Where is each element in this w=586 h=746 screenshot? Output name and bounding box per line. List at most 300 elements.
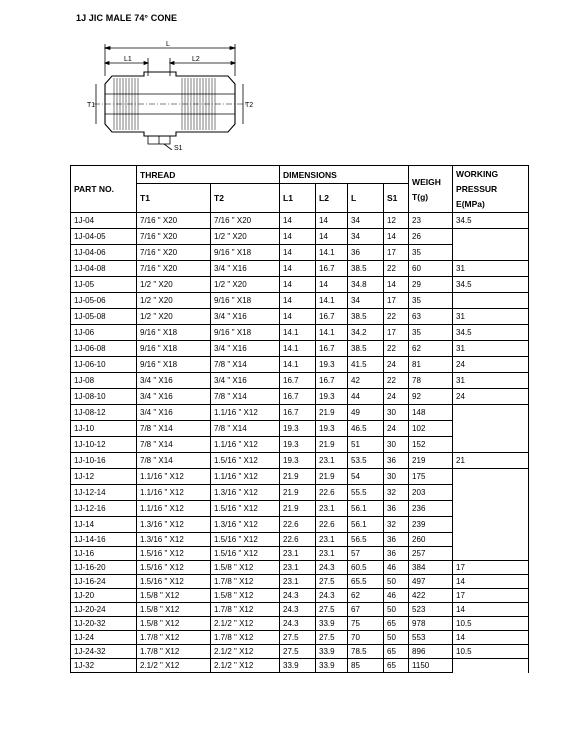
dim-label-t1: T1 (87, 102, 96, 109)
cell-part-no: 1J-04-05 (71, 229, 137, 245)
cell-dim-s1: 22 (384, 309, 409, 325)
cell-thread-t2: 1.1/16 " X12 (211, 469, 280, 485)
cell-weight: 553 (409, 631, 453, 645)
table-row (71, 341, 529, 357)
cell-dim-s1: 36 (384, 453, 409, 469)
cell-dim-s1: 50 (384, 575, 409, 589)
cell-thread-t1: 1.5/8 " X12 (137, 603, 211, 617)
table-row (71, 261, 529, 277)
cell-dim-l: 38.5 (348, 341, 384, 357)
cell-thread-t2: 1.5/16 " X12 (211, 501, 280, 517)
cell-dim-l2: 23.1 (316, 547, 348, 561)
cell-weight: 23 (409, 213, 453, 229)
cell-dim-l2: 24.3 (316, 589, 348, 603)
cell-dim-l: 38.5 (348, 261, 384, 277)
cell-dim-s1: 65 (384, 617, 409, 631)
cell-dim-l1: 21.9 (280, 501, 316, 517)
cell-part-no: 1J-16 (71, 547, 137, 561)
header-t2: T2 (211, 184, 280, 213)
cell-weight: 62 (409, 341, 453, 357)
cell-dim-l1: 23.1 (280, 547, 316, 561)
cell-thread-t1: 1.5/8 " X12 (137, 589, 211, 603)
cell-dim-l: 34.2 (348, 325, 384, 341)
cell-weight: 152 (409, 437, 453, 453)
table-row (71, 631, 529, 645)
cell-part-no: 1J-20-24 (71, 603, 137, 617)
header-weight-line1: WEIGH (412, 177, 441, 187)
cell-working-pressure: 24 (453, 357, 529, 373)
cell-dim-s1: 65 (384, 659, 409, 673)
cell-part-no: 1J-10 (71, 421, 137, 437)
cell-part-no: 1J-06-10 (71, 357, 137, 373)
table-row (71, 501, 529, 517)
table-row (71, 325, 529, 341)
cell-thread-t1: 3/4 " X16 (137, 405, 211, 421)
cell-thread-t2: 1/2 " X20 (211, 277, 280, 293)
table-row (71, 421, 529, 437)
table-row (71, 517, 529, 533)
cell-dim-l: 55.5 (348, 485, 384, 501)
dim-label-t2: T2 (245, 102, 254, 109)
table-row (71, 659, 529, 673)
cell-thread-t1: 1.5/16 " X12 (137, 547, 211, 561)
cell-thread-t2: 3/4 " X16 (211, 309, 280, 325)
cell-weight: 219 (409, 453, 453, 469)
header-working-pressure (453, 166, 529, 213)
cell-weight: 523 (409, 603, 453, 617)
table-row (71, 293, 529, 309)
cell-dim-s1: 50 (384, 603, 409, 617)
cell-dim-l2: 23.1 (316, 453, 348, 469)
cell-dim-l1: 14 (280, 245, 316, 261)
cell-dim-l2: 27.5 (316, 575, 348, 589)
cell-thread-t2: 2.1/2 " X12 (211, 645, 280, 659)
cell-dim-l1: 21.9 (280, 485, 316, 501)
cell-weight: 81 (409, 357, 453, 373)
cell-thread-t1: 1.1/16 " X12 (137, 469, 211, 485)
cell-working-pressure (453, 421, 529, 437)
header-l: L (348, 184, 384, 213)
cell-dim-l2: 24.3 (316, 561, 348, 575)
cell-dim-s1: 14 (384, 229, 409, 245)
cell-thread-t2: 1.5/8 " X12 (211, 589, 280, 603)
cell-working-pressure (453, 547, 529, 561)
cell-thread-t1: 3/4 " X16 (137, 389, 211, 405)
cell-working-pressure (453, 293, 529, 309)
cell-weight: 978 (409, 617, 453, 631)
cell-weight: 35 (409, 245, 453, 261)
cell-dim-l: 65.5 (348, 575, 384, 589)
header-working-line3: E(MPa) (456, 199, 485, 209)
header-thread: THREAD (137, 166, 280, 184)
cell-part-no: 1J-10-12 (71, 437, 137, 453)
cell-dim-l1: 14 (280, 213, 316, 229)
cell-dim-l1: 14.1 (280, 325, 316, 341)
cell-thread-t1: 3/4 " X16 (137, 373, 211, 389)
cell-thread-t2: 1.3/16 " X12 (211, 517, 280, 533)
cell-part-no: 1J-14-16 (71, 533, 137, 547)
cell-dim-l2: 14 (316, 213, 348, 229)
cell-dim-s1: 22 (384, 373, 409, 389)
cell-dim-l1: 14 (280, 229, 316, 245)
cell-weight: 78 (409, 373, 453, 389)
cell-dim-l2: 14 (316, 229, 348, 245)
cell-dim-s1: 24 (384, 357, 409, 373)
cell-working-pressure: 10.5 (453, 617, 529, 631)
cell-working-pressure: 31 (453, 341, 529, 357)
cell-dim-l2: 19.3 (316, 357, 348, 373)
cell-thread-t2: 9/16 " X18 (211, 245, 280, 261)
cell-dim-l2: 14 (316, 277, 348, 293)
cell-thread-t1: 9/16 " X18 (137, 341, 211, 357)
table-row (71, 603, 529, 617)
cell-thread-t1: 7/16 " X20 (137, 245, 211, 261)
cell-working-pressure: 17 (453, 561, 529, 575)
cell-dim-l: 85 (348, 659, 384, 673)
cell-dim-l: 44 (348, 389, 384, 405)
cell-dim-l: 46.5 (348, 421, 384, 437)
cell-working-pressure: 17 (453, 589, 529, 603)
cell-part-no: 1J-20 (71, 589, 137, 603)
dim-label-l1: L1 (124, 56, 132, 63)
cell-dim-l1: 22.6 (280, 517, 316, 533)
cell-dim-l2: 23.1 (316, 501, 348, 517)
dim-label-l2: L2 (192, 56, 200, 63)
cell-weight: 63 (409, 309, 453, 325)
cell-working-pressure: 34.5 (453, 277, 529, 293)
cell-dim-l2: 14.1 (316, 245, 348, 261)
header-weight-line2: T(g) (412, 192, 429, 202)
cell-dim-l: 75 (348, 617, 384, 631)
table-row (71, 485, 529, 501)
cell-thread-t1: 7/8 " X14 (137, 453, 211, 469)
cell-dim-l: 36 (348, 245, 384, 261)
cell-weight: 497 (409, 575, 453, 589)
cell-dim-l1: 14 (280, 293, 316, 309)
cell-dim-l: 41.5 (348, 357, 384, 373)
cell-dim-l2: 21.9 (316, 437, 348, 453)
cell-dim-l1: 19.3 (280, 453, 316, 469)
table-row (71, 617, 529, 631)
cell-working-pressure (453, 229, 529, 245)
cell-part-no: 1J-24-32 (71, 645, 137, 659)
table-row (71, 437, 529, 453)
cell-working-pressure: 34.5 (453, 213, 529, 229)
cell-part-no: 1J-08-12 (71, 405, 137, 421)
cell-working-pressure: 14 (453, 603, 529, 617)
cell-working-pressure: 14 (453, 631, 529, 645)
cell-dim-l1: 14 (280, 277, 316, 293)
cell-dim-l2: 27.5 (316, 603, 348, 617)
cell-dim-l: 34 (348, 213, 384, 229)
cell-weight: 203 (409, 485, 453, 501)
cell-thread-t2: 1.1/16 " X12 (211, 405, 280, 421)
cell-weight: 35 (409, 325, 453, 341)
cell-part-no: 1J-20-32 (71, 617, 137, 631)
cell-part-no: 1J-12 (71, 469, 137, 485)
cell-working-pressure: 31 (453, 309, 529, 325)
cell-dim-l2: 16.7 (316, 373, 348, 389)
cell-working-pressure: 31 (453, 261, 529, 277)
cell-weight: 896 (409, 645, 453, 659)
cell-thread-t1: 2.1/2 " X12 (137, 659, 211, 673)
cell-thread-t2: 1.7/8 " X12 (211, 575, 280, 589)
cell-thread-t2: 3/4 " X16 (211, 373, 280, 389)
cell-dim-s1: 24 (384, 389, 409, 405)
cell-dim-s1: 46 (384, 561, 409, 575)
cell-dim-s1: 30 (384, 405, 409, 421)
cell-dim-l1: 27.5 (280, 631, 316, 645)
cell-dim-l1: 24.3 (280, 603, 316, 617)
cell-thread-t1: 1/2 " X20 (137, 309, 211, 325)
cell-working-pressure (453, 501, 529, 517)
cell-thread-t1: 7/16 " X20 (137, 229, 211, 245)
cell-part-no: 1J-24 (71, 631, 137, 645)
cell-dim-l: 56.1 (348, 517, 384, 533)
cell-dim-l2: 23.1 (316, 533, 348, 547)
cell-weight: 1150 (409, 659, 453, 673)
cell-dim-l1: 19.3 (280, 421, 316, 437)
cell-thread-t2: 1/2 " X20 (211, 229, 280, 245)
cell-thread-t2: 1.5/16 " X12 (211, 547, 280, 561)
table-row (71, 245, 529, 261)
table-row (71, 213, 529, 229)
cell-dim-l1: 14.1 (280, 357, 316, 373)
cell-working-pressure (453, 533, 529, 547)
table-row (71, 533, 529, 547)
cell-dim-l2: 16.7 (316, 309, 348, 325)
cell-part-no: 1J-16-24 (71, 575, 137, 589)
cell-dim-s1: 17 (384, 245, 409, 261)
cell-dim-l2: 21.9 (316, 469, 348, 485)
page-title: 1J JIC MALE 74° CONE (76, 13, 178, 23)
cell-dim-l: 42 (348, 373, 384, 389)
cell-thread-t2: 1.7/8 " X12 (211, 631, 280, 645)
cell-dim-l: 34.8 (348, 277, 384, 293)
cell-weight: 102 (409, 421, 453, 437)
cell-dim-l1: 16.7 (280, 373, 316, 389)
cell-dim-l: 57 (348, 547, 384, 561)
fitting-cross-section-drawing (84, 40, 254, 150)
cell-thread-t2: 9/16 " X18 (211, 293, 280, 309)
cell-dim-s1: 24 (384, 421, 409, 437)
cell-dim-l2: 33.9 (316, 645, 348, 659)
cell-part-no: 1J-08 (71, 373, 137, 389)
cell-thread-t2: 1.1/16 " X12 (211, 437, 280, 453)
cell-dim-l1: 23.1 (280, 561, 316, 575)
cell-dim-l: 54 (348, 469, 384, 485)
header-working-line1: WORKING (456, 169, 499, 179)
cell-dim-s1: 17 (384, 325, 409, 341)
cell-weight: 236 (409, 501, 453, 517)
cell-dim-l: 62 (348, 589, 384, 603)
cell-dim-l1: 14 (280, 261, 316, 277)
cell-weight: 239 (409, 517, 453, 533)
cell-dim-l: 67 (348, 603, 384, 617)
cell-working-pressure (453, 405, 529, 421)
header-working-line2: PRESSUR (456, 184, 498, 194)
table-row (71, 575, 529, 589)
cell-dim-s1: 12 (384, 213, 409, 229)
cell-thread-t2: 3/4 " X16 (211, 261, 280, 277)
cell-working-pressure (453, 517, 529, 533)
cell-thread-t1: 1.3/16 " X12 (137, 517, 211, 533)
cell-part-no: 1J-06-08 (71, 341, 137, 357)
cell-weight: 148 (409, 405, 453, 421)
table-row (71, 389, 529, 405)
cell-dim-l1: 24.3 (280, 589, 316, 603)
cell-thread-t1: 9/16 " X18 (137, 325, 211, 341)
cell-part-no: 1J-12-14 (71, 485, 137, 501)
cell-dim-l1: 16.7 (280, 389, 316, 405)
cell-dim-l2: 27.5 (316, 631, 348, 645)
table-row (71, 469, 529, 485)
cell-dim-l2: 22.6 (316, 517, 348, 533)
cell-dim-l: 56.1 (348, 501, 384, 517)
cell-working-pressure: 14 (453, 575, 529, 589)
cell-working-pressure (453, 469, 529, 485)
cell-dim-s1: 30 (384, 437, 409, 453)
cell-thread-t1: 1.7/8 " X12 (137, 631, 211, 645)
cell-dim-s1: 65 (384, 645, 409, 659)
cell-part-no: 1J-04 (71, 213, 137, 229)
cell-dim-s1: 32 (384, 485, 409, 501)
header-t1: T1 (137, 184, 211, 213)
cell-weight: 260 (409, 533, 453, 547)
cell-dim-l2: 16.7 (316, 341, 348, 357)
table-row (71, 373, 529, 389)
cell-working-pressure (453, 485, 529, 501)
cell-thread-t1: 1.1/16 " X12 (137, 501, 211, 517)
cell-dim-l1: 16.7 (280, 405, 316, 421)
cell-dim-s1: 36 (384, 533, 409, 547)
cell-working-pressure (453, 437, 529, 453)
cell-dim-l2: 14.1 (316, 325, 348, 341)
cell-dim-l: 34 (348, 293, 384, 309)
cell-dim-l2: 22.6 (316, 485, 348, 501)
cell-dim-l2: 33.9 (316, 617, 348, 631)
cell-dim-l1: 14.1 (280, 341, 316, 357)
cell-thread-t1: 7/16 " X20 (137, 213, 211, 229)
cell-dim-l1: 19.3 (280, 437, 316, 453)
cell-dim-l2: 21.9 (316, 405, 348, 421)
cell-thread-t1: 7/8 " X14 (137, 437, 211, 453)
cell-thread-t1: 1.7/8 " X12 (137, 645, 211, 659)
cell-dim-l1: 24.3 (280, 617, 316, 631)
cell-dim-l: 49 (348, 405, 384, 421)
cell-dim-l: 70 (348, 631, 384, 645)
cell-thread-t1: 1.3/16 " X12 (137, 533, 211, 547)
cell-part-no: 1J-05-08 (71, 309, 137, 325)
cell-weight: 29 (409, 277, 453, 293)
cell-thread-t1: 1.1/16 " X12 (137, 485, 211, 501)
cell-dim-l: 78.5 (348, 645, 384, 659)
cell-thread-t2: 1.5/16 " X12 (211, 453, 280, 469)
cell-dim-l1: 33.9 (280, 659, 316, 673)
cell-part-no: 1J-06 (71, 325, 137, 341)
cell-part-no: 1J-04-06 (71, 245, 137, 261)
cell-thread-t1: 7/16 " X20 (137, 261, 211, 277)
cell-thread-t1: 9/16 " X18 (137, 357, 211, 373)
cell-thread-t2: 7/8 " X14 (211, 421, 280, 437)
cell-dim-s1: 36 (384, 547, 409, 561)
header-weight (409, 166, 453, 213)
cell-dim-s1: 32 (384, 517, 409, 533)
cell-dim-s1: 22 (384, 341, 409, 357)
cell-part-no: 1J-05-06 (71, 293, 137, 309)
cell-dim-l1: 23.1 (280, 575, 316, 589)
cell-weight: 175 (409, 469, 453, 485)
cell-dim-s1: 14 (384, 277, 409, 293)
cell-thread-t2: 9/16 " X18 (211, 325, 280, 341)
cell-working-pressure: 31 (453, 373, 529, 389)
cell-part-no: 1J-05 (71, 277, 137, 293)
header-dimensions: DIMENSIONS (280, 166, 409, 184)
cell-thread-t1: 1/2 " X20 (137, 277, 211, 293)
cell-weight: 60 (409, 261, 453, 277)
header-part-no: PART NO. (71, 166, 137, 213)
cell-dim-s1: 46 (384, 589, 409, 603)
cell-thread-t2: 2.1/2 " X12 (211, 659, 280, 673)
cell-dim-l2: 19.3 (316, 421, 348, 437)
dim-label-s1: S1 (174, 145, 183, 150)
table-row (71, 453, 529, 469)
table-row (71, 357, 529, 373)
cell-dim-l: 38.5 (348, 309, 384, 325)
cell-dim-l: 51 (348, 437, 384, 453)
cell-part-no: 1J-16-20 (71, 561, 137, 575)
cell-thread-t2: 2.1/2 " X12 (211, 617, 280, 631)
cell-dim-l1: 27.5 (280, 645, 316, 659)
cell-thread-t1: 1/2 " X20 (137, 293, 211, 309)
cell-working-pressure: 34.5 (453, 325, 529, 341)
cell-thread-t1: 1.5/8 " X12 (137, 617, 211, 631)
cell-dim-l1: 22.6 (280, 533, 316, 547)
header-l1: L1 (280, 184, 316, 213)
cell-dim-s1: 50 (384, 631, 409, 645)
cell-weight: 26 (409, 229, 453, 245)
cell-dim-l1: 21.9 (280, 469, 316, 485)
table-row (71, 309, 529, 325)
cell-part-no: 1J-12-16 (71, 501, 137, 517)
cell-thread-t2: 7/16 " X20 (211, 213, 280, 229)
cell-dim-l: 53.5 (348, 453, 384, 469)
table-row (71, 547, 529, 561)
cell-thread-t2: 1.5/16 " X12 (211, 533, 280, 547)
cell-working-pressure: 21 (453, 453, 529, 469)
cell-dim-l1: 14 (280, 309, 316, 325)
cell-dim-s1: 17 (384, 293, 409, 309)
specification-table (70, 165, 529, 673)
cell-weight: 92 (409, 389, 453, 405)
cell-part-no: 1J-04-08 (71, 261, 137, 277)
cell-dim-l2: 33.9 (316, 659, 348, 673)
cell-weight: 384 (409, 561, 453, 575)
table-row (71, 405, 529, 421)
cell-part-no: 1J-08-10 (71, 389, 137, 405)
cell-dim-l: 56.5 (348, 533, 384, 547)
cell-thread-t1: 7/8 " X14 (137, 421, 211, 437)
cell-thread-t2: 7/8 " X14 (211, 357, 280, 373)
table-row (71, 561, 529, 575)
cell-part-no: 1J-10-16 (71, 453, 137, 469)
cell-thread-t2: 3/4 " X16 (211, 341, 280, 357)
cell-thread-t1: 1.5/16 " X12 (137, 561, 211, 575)
dim-label-l: L (166, 41, 170, 48)
table-row (71, 229, 529, 245)
cell-dim-l2: 19.3 (316, 389, 348, 405)
cell-thread-t2: 7/8 " X14 (211, 389, 280, 405)
